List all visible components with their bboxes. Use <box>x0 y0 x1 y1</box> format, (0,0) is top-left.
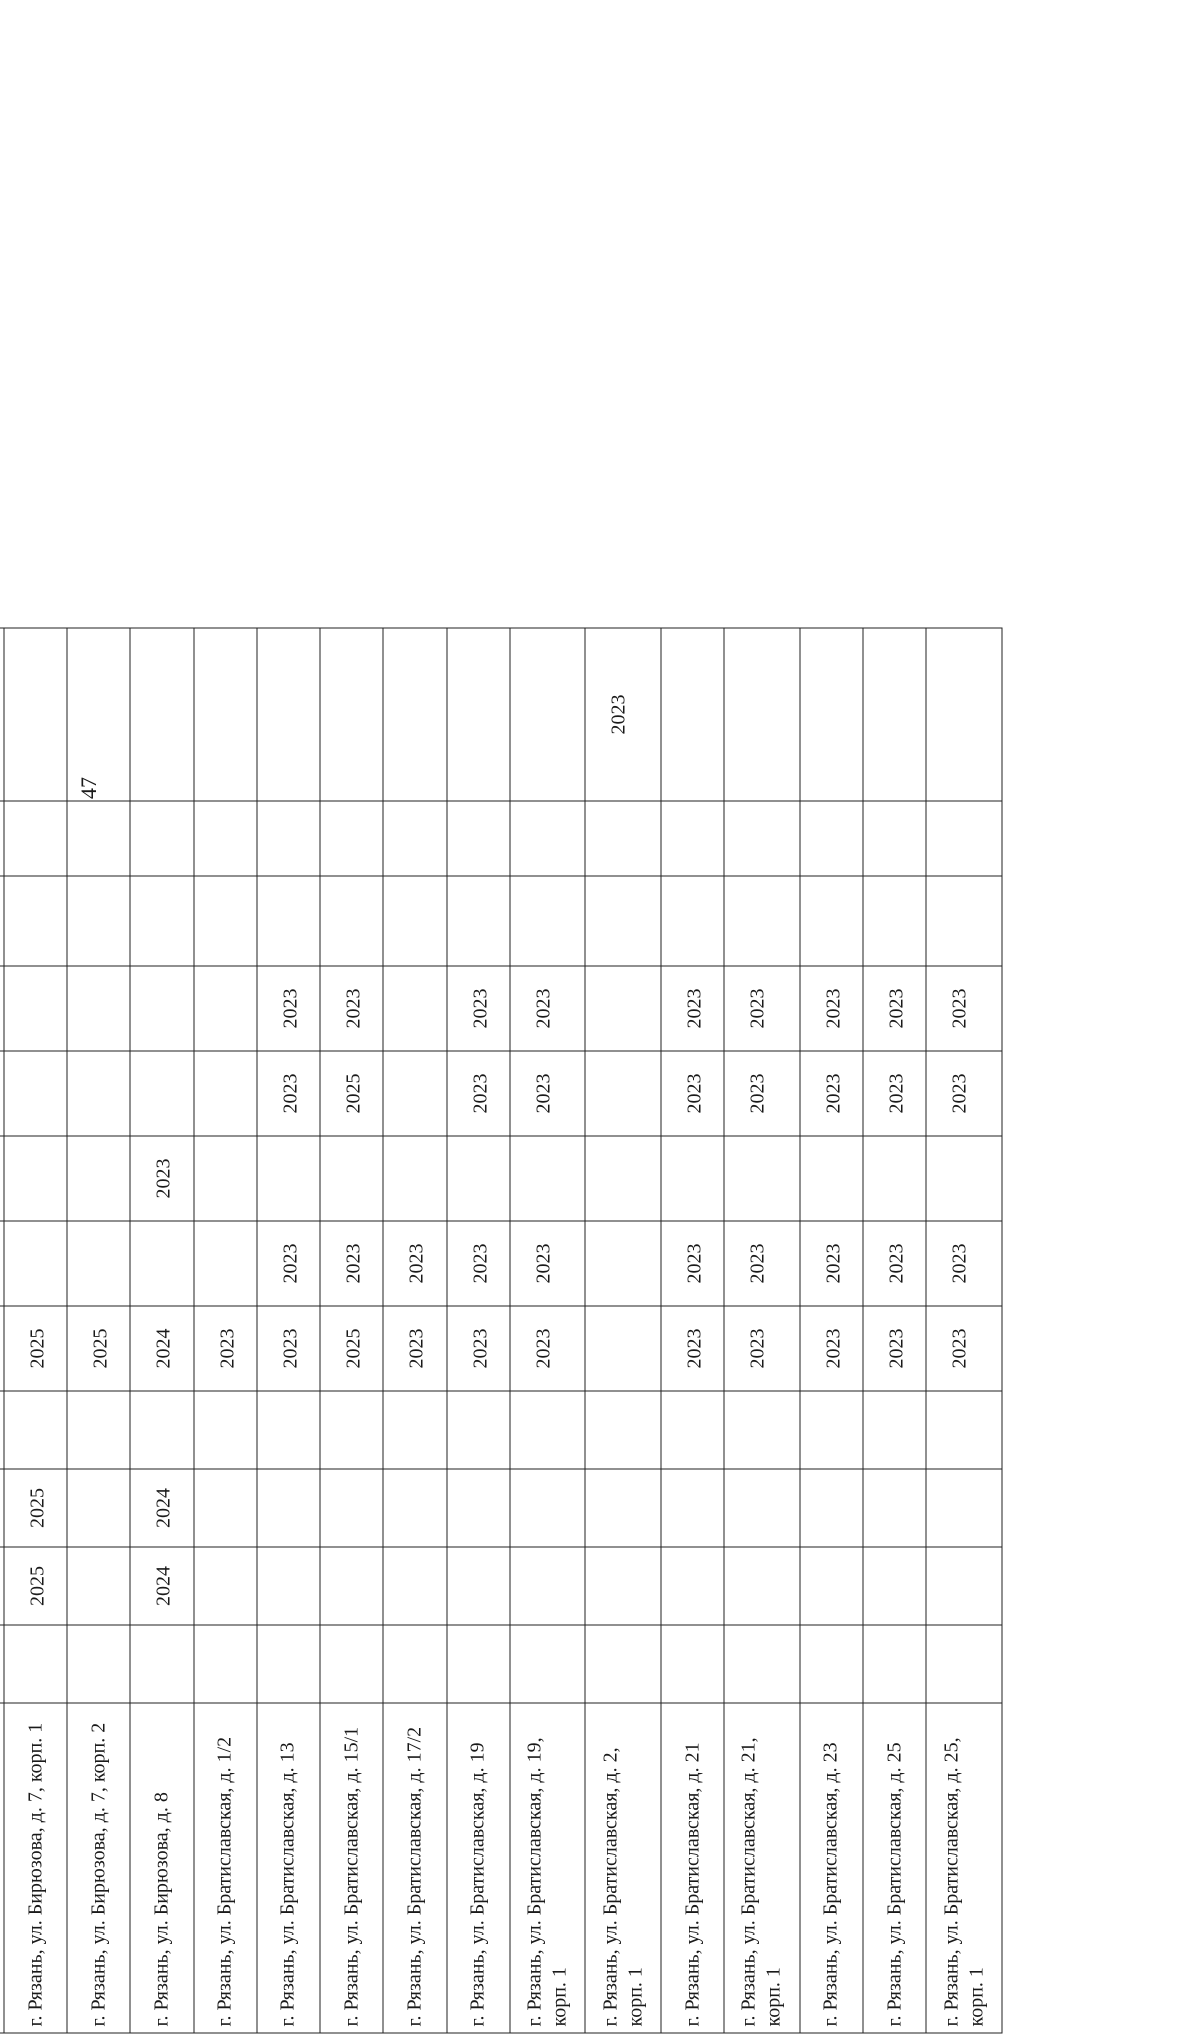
year-cell <box>585 876 661 966</box>
table-row <box>724 628 800 2033</box>
year-cell: 2025 <box>320 1051 383 1136</box>
table-row <box>194 628 257 2033</box>
year-cell <box>863 1547 926 1625</box>
year-cell <box>383 1547 446 1625</box>
year-cell: 2023 <box>510 966 586 1051</box>
year-cell <box>320 1136 383 1221</box>
year-cell <box>447 1469 510 1547</box>
year-cell <box>67 1136 130 1221</box>
address-cell: г. Рязань, ул. Братиславская, д. 15/1 <box>320 1703 383 2033</box>
year-cell <box>510 801 586 876</box>
year-cell <box>194 801 257 876</box>
year-cell <box>661 1625 724 1703</box>
address-cell: г. Рязань, ул. Братиславская, д. 25 <box>863 1703 926 2033</box>
year-cell <box>383 1136 446 1221</box>
year-cell <box>320 1625 383 1703</box>
address-cell: г. Рязань, ул. Братиславская, д. 17/2 <box>383 1703 446 2033</box>
year-cell <box>724 801 800 876</box>
year-cell <box>383 628 446 801</box>
year-cell <box>863 1469 926 1547</box>
year-cell <box>800 876 863 966</box>
year-cell <box>130 966 193 1051</box>
year-cell: 2023 <box>383 1306 446 1391</box>
year-cell <box>863 876 926 966</box>
page-number: 47 <box>76 777 101 799</box>
year-cell <box>447 1391 510 1469</box>
year-cell <box>320 801 383 876</box>
year-cell <box>585 1221 661 1306</box>
year-cell <box>926 1136 1002 1221</box>
year-cell <box>257 801 320 876</box>
year-cell <box>661 876 724 966</box>
year-cell <box>724 1625 800 1703</box>
year-cell <box>194 1625 257 1703</box>
year-cell <box>661 628 724 801</box>
year-cell: 2023 <box>257 1306 320 1391</box>
year-cell <box>320 876 383 966</box>
year-cell: 2023 <box>800 1051 863 1136</box>
year-cell: 2023 <box>800 1221 863 1306</box>
year-cell <box>926 876 1002 966</box>
address-cell: г. Рязань, ул. Братиславская, д. 19 <box>447 1703 510 2033</box>
year-cell <box>800 628 863 801</box>
year-cell: 2025 <box>4 1547 67 1625</box>
year-cell <box>130 1625 193 1703</box>
year-cell <box>194 966 257 1051</box>
year-cell: 2023 <box>724 1221 800 1306</box>
year-cell <box>661 1136 724 1221</box>
year-cell <box>926 1547 1002 1625</box>
year-cell <box>661 1547 724 1625</box>
year-cell: 2023 <box>800 1306 863 1391</box>
year-cell <box>4 628 67 801</box>
schedule-table <box>0 628 1003 2034</box>
year-cell <box>724 1469 800 1547</box>
year-cell <box>67 1051 130 1136</box>
year-cell: 2023 <box>257 1051 320 1136</box>
year-cell <box>383 876 446 966</box>
year-cell <box>130 1391 193 1469</box>
year-cell: 2023 <box>661 1051 724 1136</box>
table-row <box>661 628 724 2033</box>
year-cell <box>130 628 193 801</box>
year-cell <box>800 1547 863 1625</box>
year-cell: 2023 <box>510 1221 586 1306</box>
year-cell <box>194 1051 257 1136</box>
table-row <box>800 628 863 2033</box>
year-cell <box>510 1136 586 1221</box>
year-cell <box>724 1136 800 1221</box>
year-cell <box>67 1391 130 1469</box>
year-cell: 2023 <box>724 1051 800 1136</box>
address-cell: г. Рязань, ул. Братиславская, д. 19, корп. 1 <box>510 1703 586 2033</box>
year-cell <box>510 1391 586 1469</box>
year-cell <box>447 876 510 966</box>
year-cell: 2023 <box>510 1306 586 1391</box>
year-cell <box>4 1051 67 1136</box>
year-cell <box>585 1469 661 1547</box>
year-cell <box>383 966 446 1051</box>
year-cell: 2025 <box>4 1469 67 1547</box>
address-cell: г. Рязань, ул. Братиславская, д. 21 <box>661 1703 724 2033</box>
table-row <box>510 628 586 2033</box>
year-cell <box>194 1547 257 1625</box>
year-cell: 2023 <box>383 1221 446 1306</box>
year-cell <box>67 801 130 876</box>
year-cell <box>130 876 193 966</box>
table-row <box>320 628 383 2033</box>
address-cell: г. Рязань, ул. Братиславская, д. 2, корп. 1 <box>585 1703 661 2033</box>
address-cell: г. Рязань, ул. Братиславская, д. 25, корп. 1 <box>926 1703 1002 2033</box>
year-cell <box>863 801 926 876</box>
year-cell <box>67 876 130 966</box>
address-cell: г. Рязань, ул. Бирюзова, д. 8 <box>130 1703 193 2033</box>
year-cell: 2023 <box>447 1306 510 1391</box>
address-cell: г. Рязань, ул. Братиславская, д. 1/2 <box>194 1703 257 2033</box>
year-cell <box>4 1221 67 1306</box>
year-cell <box>510 628 586 801</box>
year-cell <box>585 1625 661 1703</box>
year-cell <box>67 628 130 801</box>
year-cell <box>585 801 661 876</box>
year-cell <box>194 1221 257 1306</box>
year-cell <box>724 1547 800 1625</box>
year-cell <box>724 628 800 801</box>
year-cell <box>926 1469 1002 1547</box>
year-cell <box>383 801 446 876</box>
year-cell <box>194 1136 257 1221</box>
year-cell <box>257 628 320 801</box>
year-cell: 2023 <box>863 1306 926 1391</box>
table-row <box>383 628 446 2033</box>
year-cell <box>585 1306 661 1391</box>
year-cell <box>863 1391 926 1469</box>
year-cell <box>510 1625 586 1703</box>
address-cell: г. Рязань, ул. Бирюзова, д. 7, корп. 1 <box>4 1703 67 2033</box>
year-cell: 2023 <box>926 1051 1002 1136</box>
year-cell <box>447 1625 510 1703</box>
year-cell <box>800 1469 863 1547</box>
year-cell <box>130 1051 193 1136</box>
year-cell <box>447 628 510 801</box>
year-cell <box>447 1547 510 1625</box>
address-cell: г. Рязань, ул. Братиславская, д. 23 <box>800 1703 863 2033</box>
year-cell <box>661 1391 724 1469</box>
table-row <box>257 628 320 2033</box>
year-cell <box>320 1391 383 1469</box>
year-cell <box>585 1051 661 1136</box>
year-cell: 2025 <box>4 1306 67 1391</box>
year-cell: 2023 <box>130 1136 193 1221</box>
year-cell <box>383 1625 446 1703</box>
table-row <box>447 628 510 2033</box>
year-cell: 2023 <box>585 628 661 801</box>
year-cell: 2023 <box>800 966 863 1051</box>
table-row <box>130 628 193 2033</box>
year-cell <box>320 1469 383 1547</box>
year-cell <box>257 876 320 966</box>
year-cell <box>926 801 1002 876</box>
year-cell: 2023 <box>863 1221 926 1306</box>
year-cell <box>257 1625 320 1703</box>
year-cell <box>800 1136 863 1221</box>
year-cell: 2023 <box>661 1221 724 1306</box>
schedule-table-wrapper <box>0 629 1003 2034</box>
year-cell <box>67 1221 130 1306</box>
year-cell: 2023 <box>320 966 383 1051</box>
year-cell: 2023 <box>257 1221 320 1306</box>
year-cell: 2023 <box>447 1051 510 1136</box>
year-cell <box>257 1469 320 1547</box>
year-cell <box>510 1547 586 1625</box>
table-row <box>4 628 67 2033</box>
year-cell <box>383 1051 446 1136</box>
year-cell <box>194 1469 257 1547</box>
year-cell <box>724 1391 800 1469</box>
year-cell <box>130 1221 193 1306</box>
year-cell <box>194 876 257 966</box>
year-cell: 2025 <box>320 1306 383 1391</box>
year-cell <box>257 1547 320 1625</box>
year-cell <box>4 1136 67 1221</box>
year-cell: 2023 <box>661 1306 724 1391</box>
address-cell: г. Рязань, ул. Братиславская, д. 13 <box>257 1703 320 2033</box>
year-cell <box>585 966 661 1051</box>
year-cell <box>447 1136 510 1221</box>
year-cell <box>67 966 130 1051</box>
year-cell <box>800 1625 863 1703</box>
year-cell <box>320 1547 383 1625</box>
year-cell <box>585 1391 661 1469</box>
year-cell: 2023 <box>863 1051 926 1136</box>
year-cell: 2024 <box>130 1306 193 1391</box>
year-cell <box>257 1136 320 1221</box>
table-row <box>926 628 1002 2033</box>
year-cell: 2023 <box>257 966 320 1051</box>
year-cell <box>4 1625 67 1703</box>
year-cell <box>926 1391 1002 1469</box>
year-cell <box>510 876 586 966</box>
year-cell <box>863 1136 926 1221</box>
year-cell <box>130 801 193 876</box>
year-cell: 2023 <box>661 966 724 1051</box>
year-cell <box>4 801 67 876</box>
year-cell: 2025 <box>67 1306 130 1391</box>
year-cell: 2023 <box>724 966 800 1051</box>
year-cell <box>510 1469 586 1547</box>
year-cell: 2024 <box>130 1547 193 1625</box>
year-cell: 2023 <box>863 966 926 1051</box>
year-cell: 2023 <box>510 1051 586 1136</box>
year-cell: 2023 <box>926 1306 1002 1391</box>
year-cell <box>194 628 257 801</box>
year-cell <box>863 1625 926 1703</box>
year-cell <box>383 1391 446 1469</box>
year-cell <box>4 1391 67 1469</box>
year-cell <box>4 876 67 966</box>
year-cell <box>926 1625 1002 1703</box>
table-row <box>67 628 130 2033</box>
year-cell: 2023 <box>320 1221 383 1306</box>
year-cell <box>661 801 724 876</box>
year-cell <box>67 1469 130 1547</box>
year-cell: 2023 <box>194 1306 257 1391</box>
year-cell <box>661 1469 724 1547</box>
year-cell <box>863 628 926 801</box>
year-cell <box>585 1547 661 1625</box>
year-cell: 2023 <box>724 1306 800 1391</box>
year-cell <box>257 1391 320 1469</box>
year-cell: 2023 <box>926 1221 1002 1306</box>
year-cell <box>800 1391 863 1469</box>
year-cell: 2024 <box>130 1469 193 1547</box>
year-cell <box>67 1547 130 1625</box>
table-row <box>863 628 926 2033</box>
year-cell <box>585 1136 661 1221</box>
year-cell <box>724 876 800 966</box>
year-cell: 2023 <box>447 1221 510 1306</box>
table-body <box>4 628 1002 2033</box>
year-cell <box>800 801 863 876</box>
year-cell <box>4 966 67 1051</box>
year-cell <box>447 801 510 876</box>
year-cell <box>320 628 383 801</box>
address-cell: г. Рязань, ул. Братиславская, д. 21, корп. 1 <box>724 1703 800 2033</box>
table-row <box>585 628 661 2033</box>
year-cell <box>194 1391 257 1469</box>
year-cell <box>926 628 1002 801</box>
year-cell <box>383 1469 446 1547</box>
year-cell: 2023 <box>447 966 510 1051</box>
address-cell: г. Рязань, ул. Бирюзова, д. 7, корп. 2 <box>67 1703 130 2033</box>
year-cell: 2023 <box>926 966 1002 1051</box>
year-cell <box>67 1625 130 1703</box>
